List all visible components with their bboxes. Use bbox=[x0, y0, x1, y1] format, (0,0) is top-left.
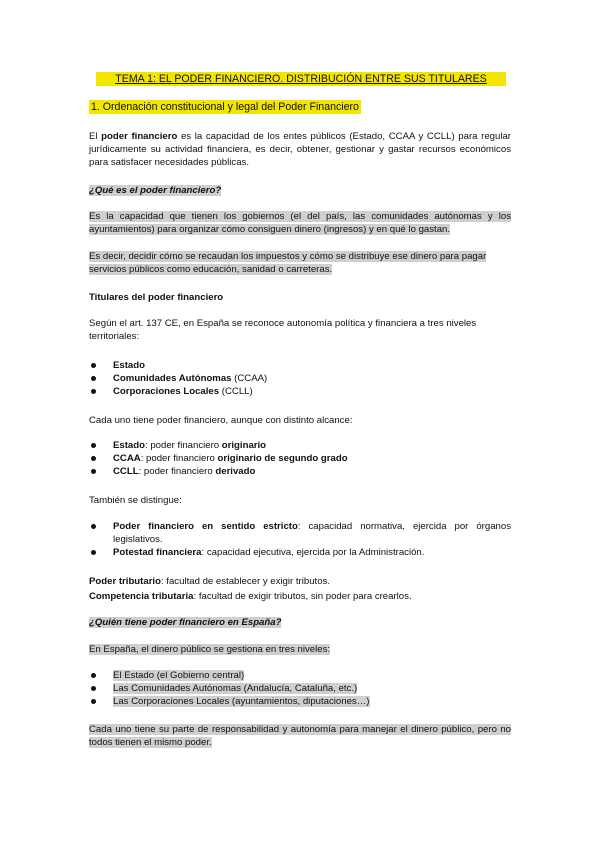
intro-term: poder financiero bbox=[101, 131, 178, 142]
question-heading-1 bbox=[89, 184, 511, 197]
list-item: CCAA: poder financiero originario de segundo grado bbox=[89, 452, 511, 465]
distingue-paragraph: También se distingue: bbox=[89, 495, 182, 506]
question-heading-2 bbox=[89, 616, 511, 629]
intro-paragraph bbox=[89, 130, 511, 169]
titulares-paragraph: Según el art. 137 CE, en España se reconoce autonomía política y financiera a tres niveles territoriales: bbox=[89, 318, 477, 342]
competencia-line: Competencia tributaria: facultad de exigir tributos, sin poder para crearlos. bbox=[89, 591, 412, 602]
list-item: Estado: poder financiero originario bbox=[89, 439, 511, 452]
list-item: Las Comunidades Autónomas (Andalucía, Cataluña, etc.) bbox=[89, 682, 511, 695]
list-item: Comunidades Autónomas (CCAA) bbox=[89, 372, 511, 385]
list-item: El Estado (el Gobierno central) bbox=[89, 669, 511, 682]
list-item: Corporaciones Locales (CCLL) bbox=[89, 385, 511, 398]
alcance-list bbox=[89, 439, 511, 478]
answer-paragraph-2 bbox=[89, 250, 511, 276]
answer-paragraph-1 bbox=[89, 210, 511, 236]
q2-paragraph: En España, el dinero público se gestiona en tres niveles: bbox=[89, 644, 331, 655]
list-item: Poder financiero en sentido estricto: capacidad normativa, ejercida por órganos legislativos. bbox=[89, 520, 511, 546]
section-heading: 1. Ordenación constitucional y legal del Poder Financiero bbox=[91, 101, 359, 113]
list-item: Estado bbox=[89, 359, 511, 372]
titulares-heading: Titulares del poder financiero bbox=[89, 292, 224, 303]
tributario-line: Poder tributario: facultad de establecer y exigir tributos. bbox=[89, 576, 331, 587]
q2-final-paragraph: Cada uno tiene su parte de responsabilidad y autonomía para manejar el dinero público, pero no todos tienen el mismo poder. bbox=[89, 724, 511, 748]
question-2: ¿Quién tiene poder financiero en España? bbox=[89, 617, 282, 628]
question-1: ¿Qué es el poder financiero? bbox=[89, 185, 222, 196]
intro-pre: El bbox=[89, 131, 102, 142]
distingue-list bbox=[89, 520, 511, 559]
q2-list bbox=[89, 669, 511, 708]
list-item: Potestad financiera: capacidad ejecutiva, ejercida por la Administración. bbox=[89, 546, 511, 559]
alcance-paragraph: Cada uno tiene poder financiero, aunque con distinto alcance: bbox=[89, 415, 353, 426]
answer-2-text: Es decir, decidir cómo se recaudan los impuestos y cómo se distribuye ese dinero para pagar servicios públicos como educación, sanidad o carreteras. bbox=[89, 251, 487, 275]
page-title: TEMA 1: EL PODER FINANCIERO. DISTRIBUCIÓN ENTRE SUS TITULARES bbox=[96, 72, 506, 86]
list-item: CCLL: poder financiero derivado bbox=[89, 465, 511, 478]
intro-post: es la capacidad de los entes públicos (Estado, CCAA y CCLL) para regular jurídicamente su actividad financiera, es decir, obtener, gestionar y gastar recursos económicos para satisfacer necesidades públicas. bbox=[89, 131, 511, 168]
niveles-list bbox=[89, 359, 511, 398]
answer-1-text: Es la capacidad que tienen los gobiernos (el del país, las comunidades autónomas y los ayuntamientos) para organizar cómo consiguen dinero (ingresos) y en qué lo gastan. bbox=[89, 211, 511, 235]
list-item: Las Corporaciones Locales (ayuntamientos, diputaciones…) bbox=[89, 695, 511, 708]
